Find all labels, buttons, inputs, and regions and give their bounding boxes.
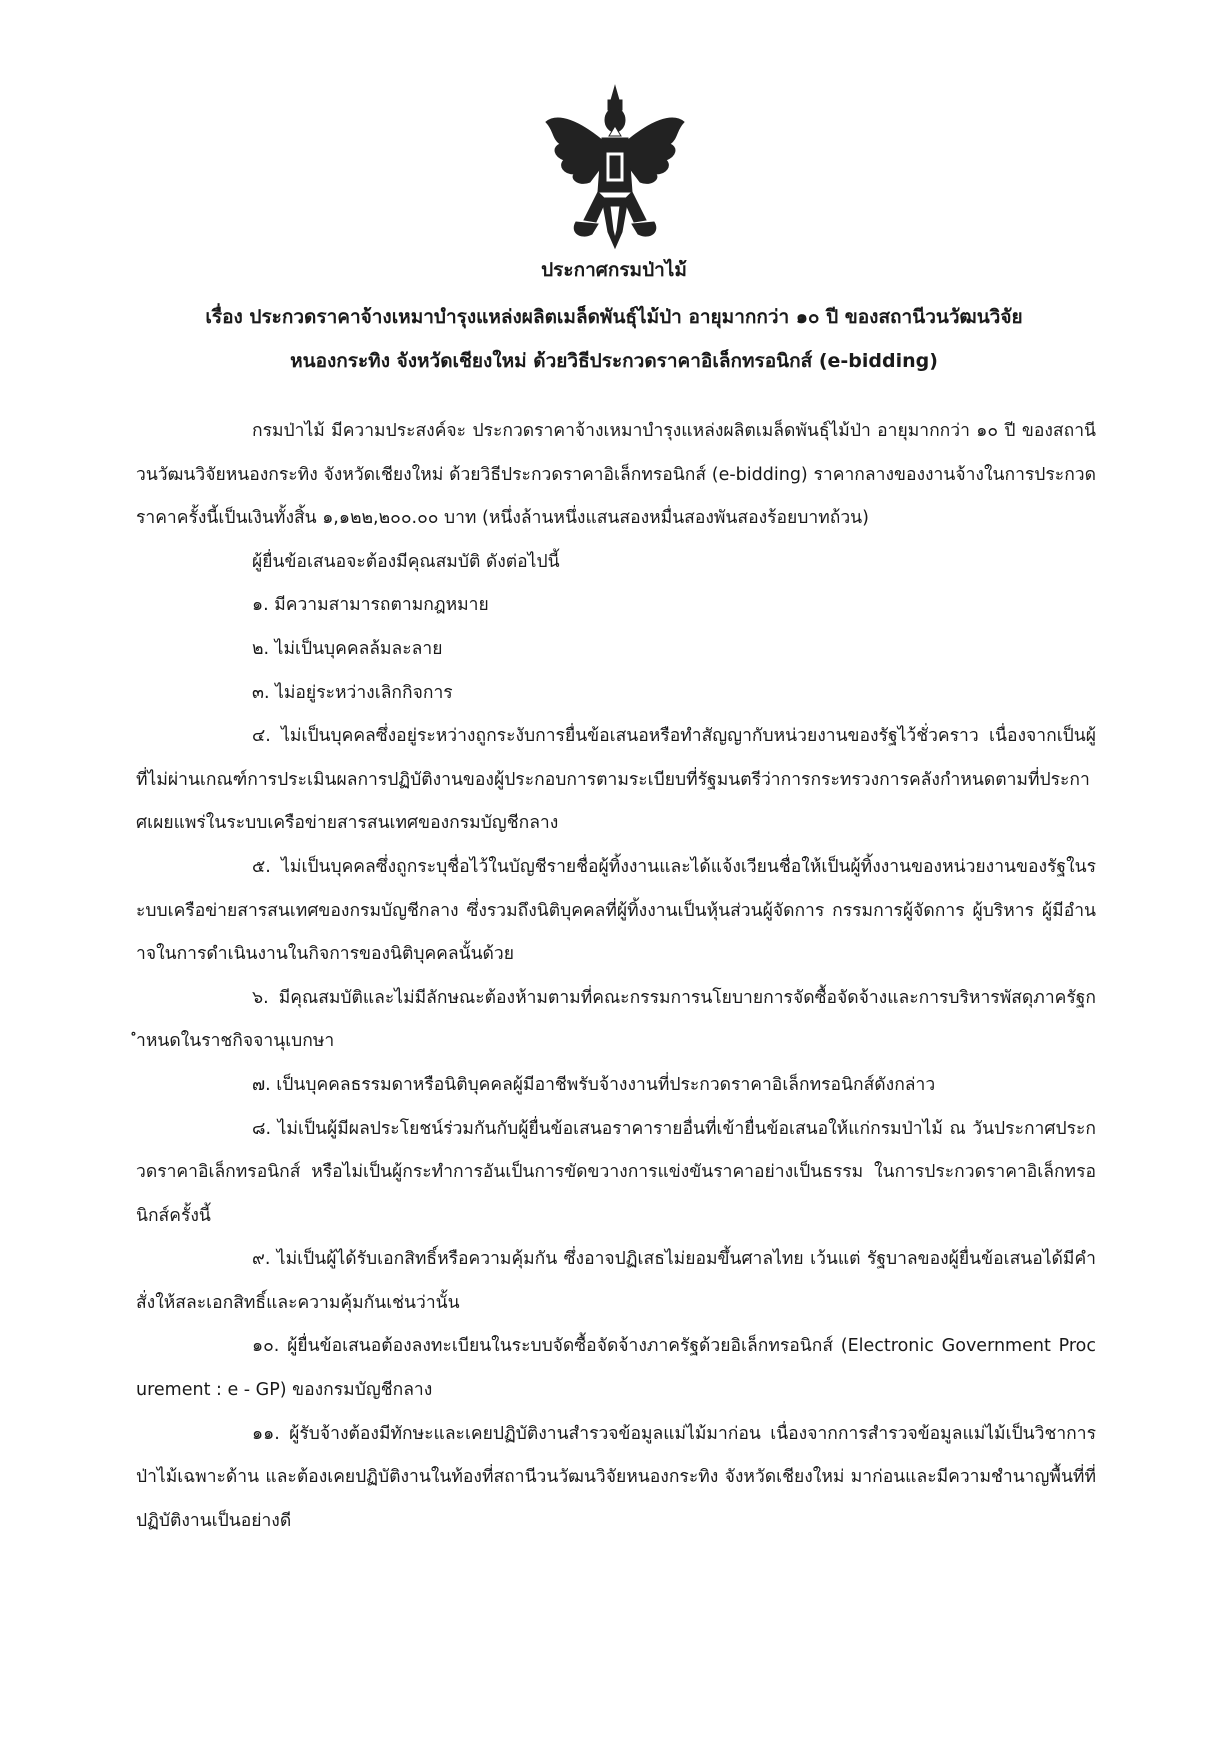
document-subject-line-1: เรื่อง ประกวดราคาจ้างเหมาบำรุงแหล่งผลิตเมล็ดพันธุ์ไม้ป่า อายุมากกว่า ๑๐ ปี ของสถานีวนวัฒนวิจัย — [205, 306, 1023, 328]
qualification-item-3: ๓. ไม่อยู่ระหว่างเลิกกิจการ — [252, 682, 453, 703]
qualification-item-2: ๒. ไม่เป็นบุคคลล้มละลาย — [252, 638, 443, 659]
qualifications-heading: ผู้ยื่นข้อเสนอจะต้องมีคุณสมบัติ ดังต่อไปนี้ — [252, 551, 560, 572]
qualification-item-6: ๖. มีคุณสมบัติและไม่มีลักษณะต้องห้ามตามที่คณะกรรมการนโยบายการจัดซื้อจัดจ้างและการบริหารพัสดุภาครัฐกำหนดในราชกิจจานุเบกษา — [136, 987, 1096, 1052]
document-subject-line-2: หนองกระทิง จังหวัดเชียงใหม่ ด้วยวิธีประกวดราคาอิเล็กทรอนิกส์ (e-bidding) — [290, 350, 938, 372]
qualification-item-9: ๙. ไม่เป็นผู้ได้รับเอกสิทธิ์หรือความคุ้มกัน ซึ่งอาจปฏิเสธไม่ยอมขึ้นศาลไทย เว้นแต่ รัฐบาลของผู้ยื่นข้อเสนอได้มีคำสั่งให้สละเอกสิทธิ์และความคุ้มกันเช่นว่านั้น — [136, 1249, 1096, 1313]
qualification-item-1: ๑. มีความสามารถตามกฎหมาย — [252, 595, 489, 616]
qualification-item-8: ๘. ไม่เป็นผู้มีผลประโยชน์ร่วมกันกับผู้ยื่นข้อเสนอราคารายอื่นที่เข้ายื่นข้อเสนอให้แก่กรมป่าไม้ ณ วันประกาศประกวดราคาอิเล็กทรอนิกส์ หรือไม่เป็นผู้กระทำการอันเป็นการขัดขวางการแข่งขันราคาอย่างเป็นธรรม ในการประกวดราคาอิเล็กทรอนิกส์ครั้งนี้ — [136, 1118, 1096, 1226]
intro-paragraph: กรมป่าไม้ มีความประสงค์จะ ประกวดราคาจ้างเหมาบำรุงแหล่งผลิตเมล็ดพันธุ์ไม้ป่า อายุมากกว่า ๑๐ ปี ของสถานีวนวัฒนวิจัยหนองกระทิง จังหวัดเชียงใหม่ ด้วยวิธีประกวดราคาอิเล็กทรอนิกส์ (e-bidding) ราคากลางของงานจ้างในการประกวดราคาครั้งนี้เป็นเงินทั้งสิ้น ๑,๑๒๒,๒๐๐.๐๐ บาท (หนึ่งล้านหนึ่งแสนสองหมื่นสองพันสองร้อยบาทถ้วน) — [136, 421, 1096, 529]
qualification-item-4: ๔. ไม่เป็นบุคคลซึ่งอยู่ระหว่างถูกระงับการยื่นข้อเสนอหรือทำสัญญากับหน่วยงานของรัฐไว้ชั่วคราว เนื่องจากเป็นผู้ที่ไม่ผ่านเกณฑ์การประเมินผลการปฏิบัติงานของผู้ประกอบการตามระเบียบที่รัฐมนตรีว่าการกระทรวงการคลังกำหนดตามที่ประกาศเผยแพร่ในระบบเครือข่ายสารสนเทศของกรมบัญชีกลาง — [136, 726, 1096, 834]
document-title: ประกาศกรมป่าไม้ — [541, 259, 687, 281]
qualification-item-7: ๗. เป็นบุคคลธรรมดาหรือนิติบุคคลผู้มีอาชีพรับจ้างงานที่ประกวดราคาอิเล็กทรอนิกส์ดังกล่าว — [252, 1074, 936, 1095]
qualification-item-11: ๑๑. ผู้รับจ้างต้องมีทักษะและเคยปฏิบัติงานสำรวจข้อมูลแม่ไม้มาก่อน เนื่องจากการสำรวจข้อมูลแม่ไม้เป็นวิชาการป่าไม้เฉพาะด้าน และต้องเคยปฏิบัติงานในท้องที่สถานีวนวัฒนวิจัยหนองกระทิง จังหวัดเชียงใหม่ มาก่อนและมีความชำนาญพื้นที่ที่ปฏิบัติงานเป็นอย่างดี — [136, 1423, 1096, 1531]
qualification-item-10: ๑๐. ผู้ยื่นข้อเสนอต้องลงทะเบียนในระบบจัดซื้อจัดจ้างภาครัฐด้วยอิเล็กทรอนิกส์ (Electronic Government Procurement : e - GP) ของกรมบัญชีกลาง — [136, 1336, 1096, 1401]
garuda-emblem-icon — [540, 82, 690, 252]
document-body — [136, 410, 1096, 1543]
qualification-item-5: ๕. ไม่เป็นบุคคลซึ่งถูกระบุชื่อไว้ในบัญชีรายชื่อผู้ทิ้งงานและได้แจ้งเวียนชื่อให้เป็นผู้ทิ้งงานของหน่วยงานของรัฐในระบบเครือข่ายสารสนเทศของกรมบัญชีกลาง ซึ่งรวมถึงนิติบุคคลที่ผู้ทิ้งงานเป็นหุ้นส่วนผู้จัดการ กรรมการผู้จัดการ ผู้บริหาร ผู้มีอำนาจในการดำเนินงานในกิจการของนิติบุคคลนั้นด้วย — [136, 856, 1096, 965]
